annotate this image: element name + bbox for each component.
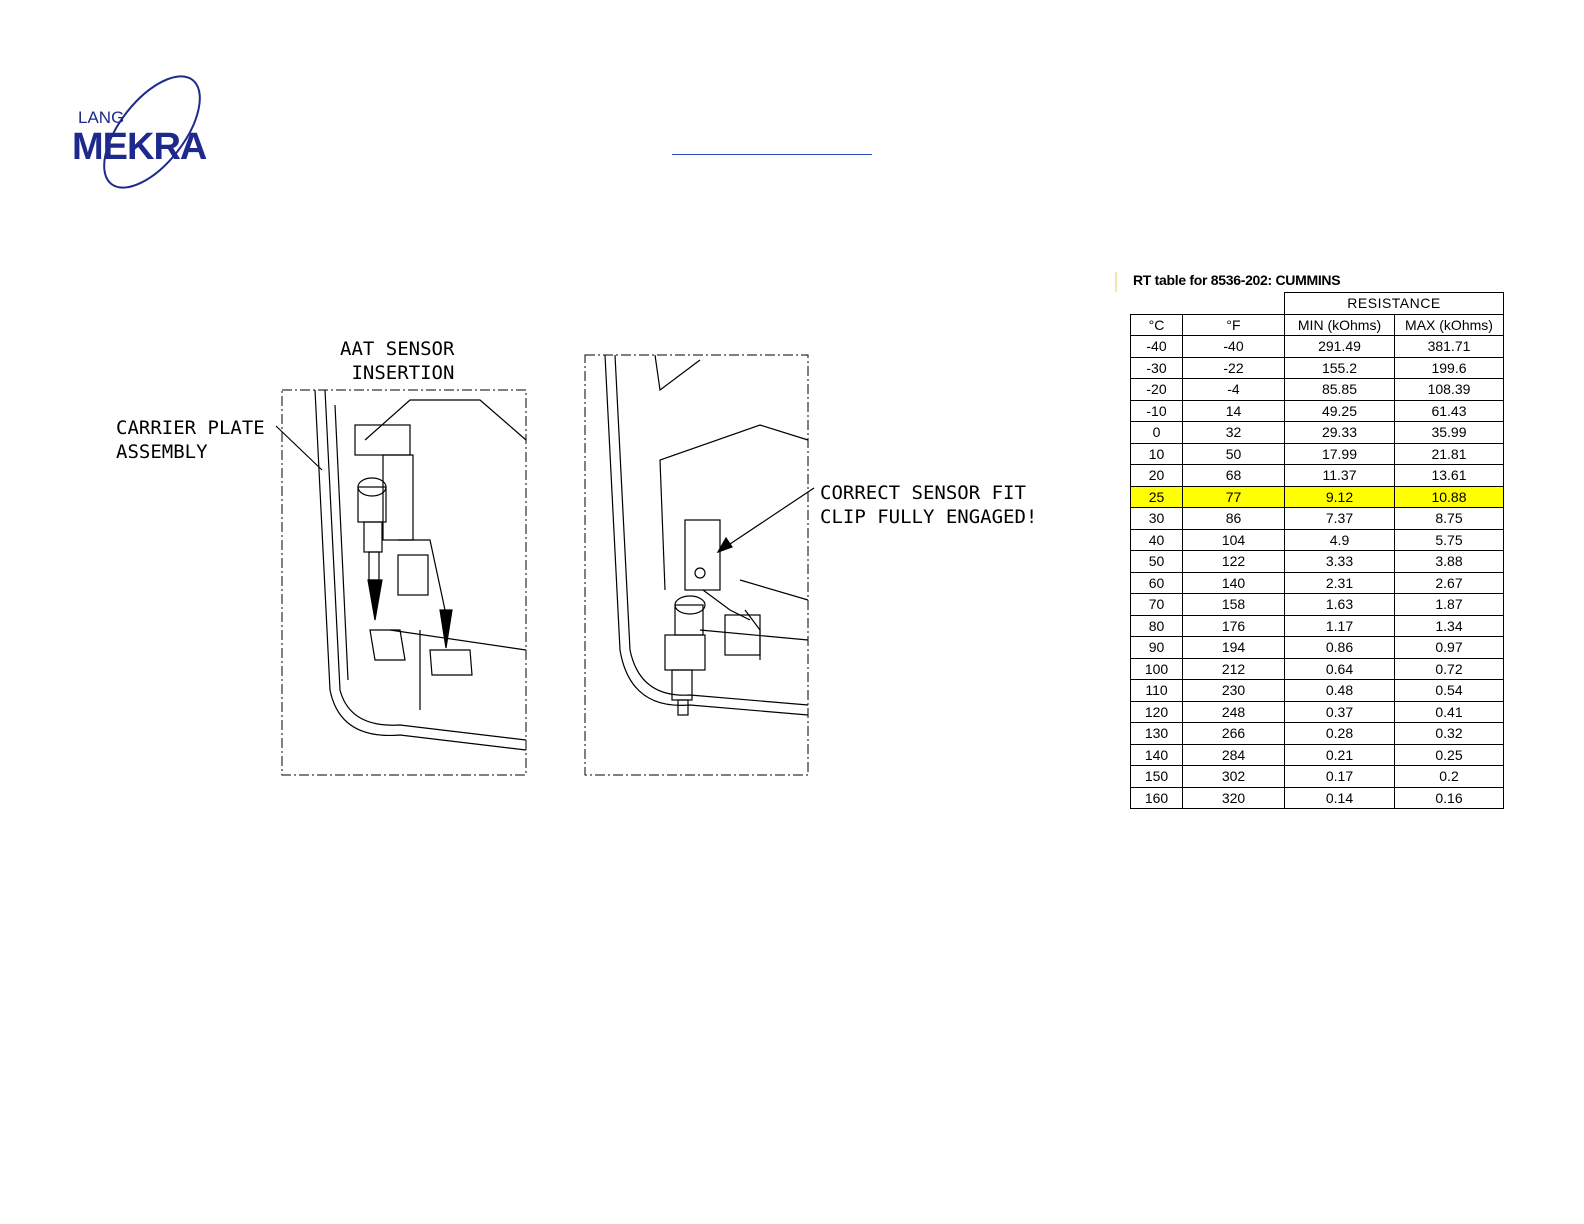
cell-celsius: 50 [1131, 551, 1183, 573]
cell-max-kohms: 0.2 [1395, 766, 1504, 788]
table-header-row [1131, 314, 1504, 336]
title-underline [672, 154, 872, 155]
cell-celsius: 150 [1131, 766, 1183, 788]
caption-marker [1115, 272, 1117, 292]
cell-fahrenheit: -4 [1183, 379, 1285, 401]
lang-mekra-logo [70, 70, 230, 195]
cell-celsius: 130 [1131, 723, 1183, 745]
resistance-group-header: RESISTANCE [1285, 293, 1504, 315]
carrier-plate-label: CARRIER PLATE ASSEMBLY [116, 417, 265, 463]
cell-max-kohms: 61.43 [1395, 400, 1504, 422]
cell-max-kohms: 0.41 [1395, 701, 1504, 723]
cell-min-kohms: 3.33 [1285, 551, 1395, 573]
cell-max-kohms: 1.87 [1395, 594, 1504, 616]
cell-min-kohms: 0.28 [1285, 723, 1395, 745]
table-row [1131, 422, 1504, 444]
table-row [1131, 723, 1504, 745]
cell-celsius: -20 [1131, 379, 1183, 401]
cell-celsius: 25 [1131, 486, 1183, 508]
cell-min-kohms: 29.33 [1285, 422, 1395, 444]
cell-min-kohms: 49.25 [1285, 400, 1395, 422]
cell-max-kohms: 8.75 [1395, 508, 1504, 530]
cell-max-kohms: 35.99 [1395, 422, 1504, 444]
cell-fahrenheit: 320 [1183, 787, 1285, 809]
header-celsius: °C [1131, 314, 1183, 336]
cell-min-kohms: 0.17 [1285, 766, 1395, 788]
cell-celsius: 90 [1131, 637, 1183, 659]
cell-fahrenheit: 140 [1183, 572, 1285, 594]
cell-fahrenheit: 248 [1183, 701, 1285, 723]
table-row [1131, 357, 1504, 379]
cell-min-kohms: 155.2 [1285, 357, 1395, 379]
cell-fahrenheit: 284 [1183, 744, 1285, 766]
cell-min-kohms: 17.99 [1285, 443, 1395, 465]
table-row [1131, 744, 1504, 766]
cell-min-kohms: 0.64 [1285, 658, 1395, 680]
table-row [1131, 680, 1504, 702]
cell-fahrenheit: 77 [1183, 486, 1285, 508]
cell-celsius: 110 [1131, 680, 1183, 702]
cell-fahrenheit: 266 [1183, 723, 1285, 745]
cell-max-kohms: 0.25 [1395, 744, 1504, 766]
cell-celsius: 20 [1131, 465, 1183, 487]
header-max-resistance: MAX (kOhms) [1395, 314, 1504, 336]
cell-min-kohms: 7.37 [1285, 508, 1395, 530]
logo-top-word: LANG [78, 108, 125, 127]
table-row [1131, 486, 1504, 508]
table-row [1131, 529, 1504, 551]
cell-max-kohms: 0.32 [1395, 723, 1504, 745]
cell-fahrenheit: 176 [1183, 615, 1285, 637]
rt-table-caption: RT table for 8536-202: CUMMINS [1133, 272, 1341, 288]
cell-celsius: 70 [1131, 594, 1183, 616]
cell-max-kohms: 0.72 [1395, 658, 1504, 680]
cell-max-kohms: 3.88 [1395, 551, 1504, 573]
cell-max-kohms: 1.34 [1395, 615, 1504, 637]
table-group-header-row [1131, 293, 1504, 315]
cell-fahrenheit: 14 [1183, 400, 1285, 422]
cell-max-kohms: 5.75 [1395, 529, 1504, 551]
cell-min-kohms: 9.12 [1285, 486, 1395, 508]
logo-main-word: MEKRA [72, 126, 207, 168]
table-row [1131, 400, 1504, 422]
cell-min-kohms: 291.49 [1285, 336, 1395, 358]
cell-min-kohms: 4.9 [1285, 529, 1395, 551]
table-row [1131, 701, 1504, 723]
cell-min-kohms: 1.63 [1285, 594, 1395, 616]
cell-fahrenheit: 158 [1183, 594, 1285, 616]
table-row [1131, 766, 1504, 788]
cell-celsius: 30 [1131, 508, 1183, 530]
table-row [1131, 637, 1504, 659]
cell-fahrenheit: 230 [1183, 680, 1285, 702]
sensor-installation-diagram [100, 330, 1060, 790]
cell-max-kohms: 10.88 [1395, 486, 1504, 508]
aat-sensor-label: AAT SENSOR INSERTION [340, 338, 455, 384]
cell-max-kohms: 21.81 [1395, 443, 1504, 465]
cell-max-kohms: 13.61 [1395, 465, 1504, 487]
table-row [1131, 787, 1504, 809]
table-row [1131, 443, 1504, 465]
cell-fahrenheit: 32 [1183, 422, 1285, 444]
cell-fahrenheit: 194 [1183, 637, 1285, 659]
cell-fahrenheit: 68 [1183, 465, 1285, 487]
cell-max-kohms: 0.54 [1395, 680, 1504, 702]
cell-celsius: 0 [1131, 422, 1183, 444]
table-row [1131, 508, 1504, 530]
cell-max-kohms: 2.67 [1395, 572, 1504, 594]
cell-fahrenheit: 50 [1183, 443, 1285, 465]
table-row [1131, 594, 1504, 616]
correct-fit-label: CORRECT SENSOR FIT CLIP FULLY ENGAGED! [820, 482, 1038, 528]
cell-fahrenheit: -22 [1183, 357, 1285, 379]
header-min-resistance: MIN (kOhms) [1285, 314, 1395, 336]
table-row [1131, 572, 1504, 594]
cell-min-kohms: 1.17 [1285, 615, 1395, 637]
cell-min-kohms: 0.21 [1285, 744, 1395, 766]
cell-celsius: 160 [1131, 787, 1183, 809]
cell-max-kohms: 199.6 [1395, 357, 1504, 379]
cell-celsius: -10 [1131, 400, 1183, 422]
cell-celsius: 40 [1131, 529, 1183, 551]
cell-max-kohms: 0.16 [1395, 787, 1504, 809]
table-row [1131, 658, 1504, 680]
cell-celsius: 80 [1131, 615, 1183, 637]
cell-celsius: -30 [1131, 357, 1183, 379]
cell-min-kohms: 0.86 [1285, 637, 1395, 659]
cell-celsius: 10 [1131, 443, 1183, 465]
sensor-drawing [100, 330, 1060, 790]
rt-resistance-table [1130, 292, 1504, 809]
table-row [1131, 336, 1504, 358]
cell-min-kohms: 0.14 [1285, 787, 1395, 809]
cell-max-kohms: 381.71 [1395, 336, 1504, 358]
cell-celsius: 140 [1131, 744, 1183, 766]
cell-fahrenheit: 302 [1183, 766, 1285, 788]
table-row [1131, 465, 1504, 487]
cell-max-kohms: 0.97 [1395, 637, 1504, 659]
table-row [1131, 615, 1504, 637]
cell-min-kohms: 11.37 [1285, 465, 1395, 487]
table-row [1131, 379, 1504, 401]
cell-fahrenheit: 122 [1183, 551, 1285, 573]
cell-celsius: 100 [1131, 658, 1183, 680]
cell-min-kohms: 2.31 [1285, 572, 1395, 594]
cell-celsius: 60 [1131, 572, 1183, 594]
header-fahrenheit: °F [1183, 314, 1285, 336]
cell-max-kohms: 108.39 [1395, 379, 1504, 401]
cell-celsius: 120 [1131, 701, 1183, 723]
cell-fahrenheit: -40 [1183, 336, 1285, 358]
table-row [1131, 551, 1504, 573]
cell-fahrenheit: 86 [1183, 508, 1285, 530]
cell-min-kohms: 0.48 [1285, 680, 1395, 702]
cell-celsius: -40 [1131, 336, 1183, 358]
cell-fahrenheit: 212 [1183, 658, 1285, 680]
cell-fahrenheit: 104 [1183, 529, 1285, 551]
cell-min-kohms: 85.85 [1285, 379, 1395, 401]
cell-min-kohms: 0.37 [1285, 701, 1395, 723]
